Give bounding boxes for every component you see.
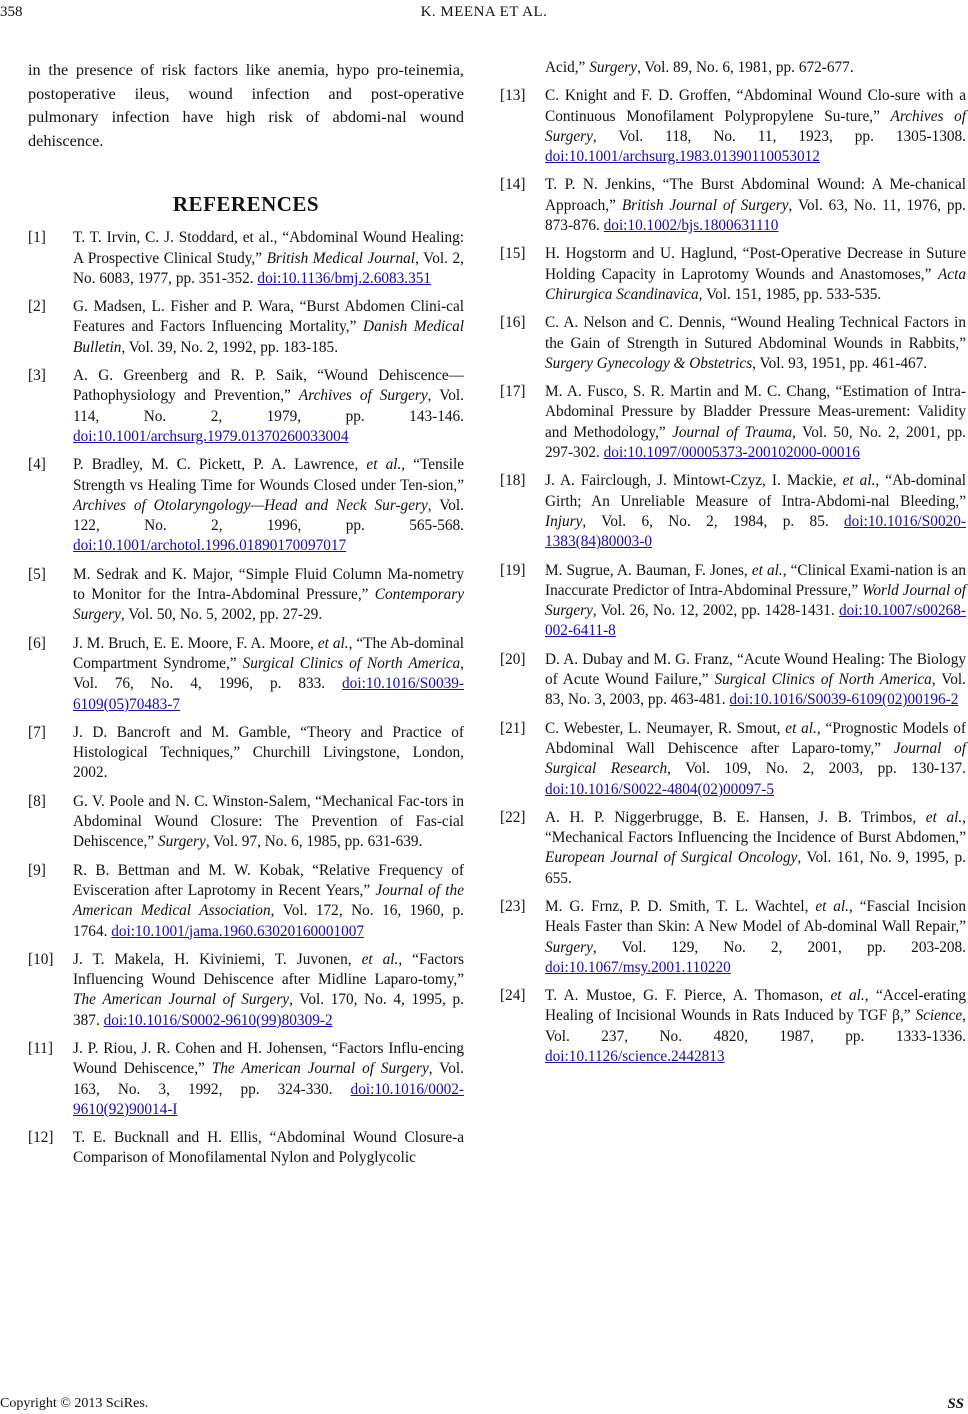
reference-list-left (28, 228, 464, 1168)
reference-item (500, 86, 966, 167)
journal-title: British Medical Journal (266, 249, 416, 267)
journal-title: Journal of the American Medical Association (73, 881, 464, 920)
left-column (28, 58, 464, 1177)
reference-text (73, 297, 464, 358)
reference-segment: , Vol. 109, No. 2, 2003, pp. 130-137. (667, 760, 966, 778)
reference-text (73, 455, 464, 556)
journal-title: et al. (785, 719, 817, 737)
reference-segment: J. M. Bruch, E. E. Moore, F. A. Moore, (73, 634, 318, 652)
reference-text (545, 58, 966, 78)
journal-title: et al. (815, 897, 849, 915)
reference-item (500, 175, 966, 236)
reference-segment: , Vol. 161, No. 9, 1995, p. 655. (545, 849, 966, 887)
reference-item (28, 723, 464, 784)
reference-number: [9] (28, 861, 46, 879)
reference-segment: , “Accel-erating Healing of Incisional Wounds in Rats Induced by TGF β,” (545, 987, 967, 1025)
reference-segment: J. A. Fairclough, J. Mintowt-Czyz, I. Mackie, (545, 472, 843, 490)
reference-segment: , Vol. 151, 1985, pp. 533-535. (698, 285, 882, 303)
journal-title: Contemporary Surgery (73, 586, 464, 624)
reference-text (545, 719, 966, 800)
reference-segment: A. G. Greenberg and R. P. Saik, “Wound Dehiscence—Pathophysiology and Prevention,” (73, 367, 464, 405)
reference-segment: , Vol. 50, No. 5, 2002, pp. 27-29. (120, 606, 323, 624)
reference-number: [18] (500, 472, 526, 490)
reference-number: [4] (28, 456, 46, 474)
journal-title: Surgery (589, 59, 638, 76)
running-header: K. MEENA ET AL. (420, 4, 548, 20)
reference-item (500, 58, 966, 78)
reference-number: [5] (28, 565, 46, 583)
reference-item (500, 244, 966, 305)
reference-number: [24] (500, 987, 526, 1005)
journal-title: British Journal of Surgery (621, 196, 789, 214)
reference-text (545, 382, 966, 463)
reference-segment: , Vol. 122, No. 2, 1996, pp. 565-568. (73, 496, 465, 535)
reference-segment: , Vol. 93, 1951, pp. 461-467. (752, 354, 928, 372)
reference-item (500, 897, 966, 978)
doi-link[interactable]: doi:10.1001/archotol.1996.01890170097017 (73, 537, 347, 555)
reference-text (73, 228, 464, 289)
reference-text (545, 471, 966, 552)
reference-item (28, 634, 464, 715)
doi-link[interactable]: doi:10.1007/s00268-002-6411-8 (545, 602, 966, 640)
journal-title: Surgery (545, 938, 593, 956)
references-heading: REFERENCES (172, 192, 320, 216)
reference-item (28, 228, 464, 289)
reference-segment: C. Webester, L. Neumayer, R. Smout, (545, 719, 786, 737)
reference-segment: J. P. Riou, J. R. Cohen and H. Johensen, “Factors Influ-encing Wound Dehiscence,” (73, 1039, 464, 1078)
intro-paragraph: in the presence of risk factors like anemia, hypo pro-teinemia, postoperative ileus, wound infection and post-operative pulmonary infection have high risk of abdomi-nal wound dehiscence. (28, 60, 464, 150)
reference-segment: G. V. Poole and N. C. Winston-Salem, “Mechanical Fac-tors in Abdominal Wound Closure: The Prevention of Fas-cial Dehiscence,” (73, 792, 464, 851)
journal-title: Surgery (157, 833, 206, 851)
reference-item (500, 313, 966, 374)
page-number: 358 (0, 4, 23, 20)
reference-segment: et al. (242, 229, 274, 247)
reference-segment: Acid,” (545, 59, 590, 76)
journal-title: World Journal of Surgery (545, 581, 966, 620)
reference-segment: , Vol. 237, No. 4820, 1987, pp. 1333-1336. (545, 1007, 966, 1045)
reference-segment: M. Sugrue, A. Bauman, F. Jones, (545, 561, 752, 579)
reference-segment: , Vol. 163, No. 3, 1992, pp. 324-330. (73, 1060, 464, 1098)
reference-segment: C. A. Nelson and C. Dennis, “Wound Healing Technical Factors in the Gain of Strength in Sutured Abdominal Wounds in Rabbits,” (545, 314, 966, 352)
reference-segment: M. A. Fusco, S. R. Martin and M. C. Chang, “Estimation of Intra-Abdominal Pressure by Bladder Pressure Meas-urement: Validity and Methodology,” (545, 383, 966, 441)
reference-text (73, 723, 464, 784)
reference-segment: , Vol. 63, No. 11, 1976, pp. 873-876. (545, 196, 966, 235)
doi-link[interactable]: doi:10.1136/bmj.2.6083.351 (257, 269, 432, 287)
reference-segment: , Vol. 76, No. 4, 1996, p. 833. (73, 654, 464, 693)
reference-segment: , Vol. 97, No. 6, 1985, pp. 631-639. (205, 833, 423, 851)
doi-link[interactable]: doi:10.1016/S0039-6109(02)00196-2 (729, 691, 959, 709)
reference-segment: , Vol. 39, No. 2, 1992, pp. 183-185. (121, 338, 339, 356)
doi-link[interactable]: doi:10.1097/00005373-200102000-00016 (603, 444, 860, 462)
reference-text (545, 986, 966, 1067)
reference-text (545, 86, 966, 167)
reference-item (500, 719, 966, 800)
right-column (500, 58, 966, 1075)
journal-title: Science (915, 1007, 963, 1025)
reference-segment: , “The Ab-dominal Compartment Syndrome,” (73, 634, 464, 672)
reference-text (73, 634, 464, 715)
reference-segment: , Vol. 129, No. 2, 2001, pp. 203-208. (592, 938, 966, 956)
journal-title: et al. (751, 561, 783, 579)
journal-title: et al. (361, 950, 399, 968)
reference-text (73, 861, 464, 942)
journal-title: Danish Medical Bulletin (73, 318, 464, 356)
journal-title: Surgery Gynecology & Obstetrics (545, 354, 753, 372)
reference-text (73, 950, 464, 1031)
reference-text (73, 1039, 464, 1120)
reference-list-right (500, 58, 966, 1067)
reference-segment: , Vol. 170, No. 4, 1995, p. 387. (73, 991, 464, 1029)
journal-title: Journal of Surgical Research (545, 739, 966, 778)
reference-number: [1] (28, 229, 46, 247)
reference-number: [8] (28, 792, 46, 810)
doi-link[interactable]: doi:10.1002/bjs.1800631110 (603, 217, 779, 235)
reference-number: [23] (500, 897, 526, 915)
reference-item (500, 561, 966, 642)
reference-segment: , “Abdominal Wound Healing: A Prospective Clinical Study,” (73, 229, 464, 267)
reference-segment: , “Prognostic Models of Abdominal Wall Dehiscence after Laparo-tomy,” (545, 719, 966, 757)
reference-segment: , “Factors Influencing Wound Dehiscence after Midline Laparo-tomy,” (73, 950, 464, 989)
doi-link[interactable]: doi:10.1001/archsurg.1979.01370260033004 (73, 427, 349, 445)
reference-segment: , Vol. 6, No. 2, 1984, p. 85. (582, 512, 845, 530)
reference-segment: T. P. N. Jenkins, “The Burst Abdominal Wound: A Me-chanical Approach,” (545, 176, 966, 214)
journal-title: et al. (830, 987, 865, 1005)
journal-title: et al. (842, 472, 876, 490)
reference-segment: M. Sedrak and K. Major, “Simple Fluid Column Ma-nometry to Monitor for the Intra-Abdominal Pressure,” (73, 565, 464, 604)
reference-number: [6] (28, 634, 46, 652)
reference-number: [10] (28, 950, 54, 968)
doi-link[interactable]: doi:10.1067/msy.2001.110220 (545, 958, 731, 976)
journal-title: European Journal of Surgical Oncology (545, 849, 798, 867)
reference-item (500, 471, 966, 552)
reference-number: [21] (500, 719, 526, 737)
copyright: Copyright © 2013 SciRes. (0, 1396, 149, 1411)
reference-item (500, 986, 966, 1067)
reference-number: [13] (500, 87, 526, 105)
reference-segment: H. Hogstorm and U. Haglund, “Post-Operative Decrease in Suture Holding Capacity in Laprotomy Wounds and Anastomoses,” (545, 245, 966, 283)
doi-link[interactable]: doi:10.1016/S0020-1383(84)80003-0 (545, 512, 966, 551)
journal-title: The American Journal of Surgery (73, 991, 290, 1009)
doi-link[interactable]: doi:10.1016/S0002-9610(99)80309-2 (103, 1011, 333, 1029)
reference-segment: , “Fascial Incision Heals Faster than Skin: A New Model of Ab-dominal Wall Repair,” (545, 897, 967, 936)
reference-text (545, 897, 966, 978)
reference-segment: , “Clinical Exami-nation is an Inaccurate Predictor of Intra-Abdominal Pressure,” (545, 561, 966, 599)
reference-item (28, 297, 464, 358)
journal-title: Injury (545, 512, 583, 530)
reference-item (28, 366, 464, 447)
reference-text (73, 1128, 464, 1169)
reference-segment: T. T. Irvin, C. J. Stoddard, (73, 229, 243, 247)
reference-text (73, 565, 464, 626)
reference-number: [14] (500, 176, 526, 194)
reference-segment: , “Mechanical Factors Influencing the Incidence of Burst Abdomen,” (545, 808, 966, 847)
reference-item (28, 792, 464, 853)
reference-segment: , Vol. 50, No. 2, 2001, pp. 297-302. (545, 423, 966, 462)
journal-title: Surgical Clinics of North America (714, 671, 932, 689)
doi-link[interactable]: doi:10.1016/S0039-6109(05)70483-7 (73, 675, 464, 713)
doi-link[interactable]: doi:10.1126/science.2442813 (545, 1048, 725, 1066)
reference-text (73, 366, 464, 447)
reference-segment: , Vol. 26, No. 12, 2002, pp. 1428-1431. (592, 602, 839, 620)
reference-number: [15] (500, 245, 526, 263)
reference-segment: , Vol. 172, No. 16, 1960, p. 1764. (73, 902, 464, 940)
reference-number: [22] (500, 808, 526, 826)
doi-link[interactable]: doi:10.1001/archsurg.1983.01390110053012 (545, 148, 820, 166)
reference-segment: , “Tensile Strength vs Healing Time for Wounds Closed under Ten-sion,” (73, 456, 464, 494)
reference-item (500, 650, 966, 711)
reference-number: [12] (28, 1129, 54, 1147)
reference-segment: C. Knight and F. D. Groffen, “Abdominal Wound Clo-sure with a Continuous Monofilament Polypropylene Su-ture,” (545, 87, 966, 125)
journal-title: Archives of Surgery (545, 107, 966, 145)
reference-segment: J. T. Makela, H. Kiviniemi, T. Juvonen, (73, 950, 362, 968)
journal-title: The American Journal of Surgery (211, 1060, 429, 1078)
reference-segment: P. Bradley, M. C. Pickett, P. A. Lawrence, (73, 456, 367, 474)
reference-text (73, 792, 464, 853)
journal-title: Journal of Trauma (672, 423, 793, 441)
reference-segment: J. D. Bancroft and M. Gamble, “Theory and Practice of Histological Techniques,” Churchill Livingstone, London, 2002. (73, 723, 464, 782)
reference-segment: D. A. Dubay and M. G. Franz, “Acute Wound Healing: The Biology of Acute Wound Failure,” (545, 650, 966, 689)
reference-number: [2] (28, 298, 46, 316)
doi-link[interactable]: doi:10.1016/0002-9610(92)90014-I (73, 1080, 464, 1118)
reference-item (28, 565, 464, 626)
reference-segment: , “Ab-dominal Girth; An Unreliable Measure of Intra-Abdomi-nal Bleeding,” (545, 472, 966, 510)
reference-text (545, 808, 966, 889)
reference-segment: M. G. Frnz, P. D. Smith, T. L. Wachtel, (545, 897, 816, 915)
journal-title: et al. (366, 456, 402, 474)
reference-text (545, 561, 966, 642)
journal-title: et al. (317, 634, 349, 652)
reference-item (500, 382, 966, 463)
reference-number: [11] (28, 1039, 53, 1057)
reference-segment: , Vol. 83, No. 3, 2003, pp. 463-481. (545, 671, 966, 709)
reference-number: [20] (500, 650, 526, 668)
doi-link[interactable]: doi:10.1001/jama.1960.63020160001007 (111, 922, 365, 940)
reference-number: [16] (500, 314, 526, 332)
reference-text (545, 650, 966, 711)
reference-text (545, 313, 966, 374)
reference-segment: R. B. Bettman and M. W. Kobak, “Relative Frequency of Evisceration after Laprotomy in Recent Years,” (73, 861, 464, 899)
reference-segment: T. A. Mustoe, G. F. Pierce, A. Thomason, (545, 987, 831, 1005)
reference-segment: , Vol. 114, No. 2, 1979, pp. 143-146. (73, 387, 464, 425)
journal-abbrev: SS (947, 1396, 964, 1412)
reference-text (545, 175, 966, 236)
reference-item (500, 808, 966, 889)
reference-number: [17] (500, 383, 526, 401)
reference-number (500, 58, 545, 78)
reference-number: [19] (500, 561, 526, 579)
reference-segment: , Vol. 2, No. 6083, 1977, pp. 351-352. (73, 249, 465, 287)
journal-title: et al. (925, 808, 963, 826)
reference-segment: , Vol. 118, No. 11, 1923, pp. 1305-1308. (592, 127, 966, 145)
reference-item (28, 455, 464, 556)
reference-segment: G. Madsen, L. Fisher and P. Wara, “Burst Abdomen Clini-cal Features and Factors Influencing Mortality,” (73, 298, 464, 336)
reference-text (545, 244, 966, 305)
reference-segment: T. E. Bucknall and H. Ellis, “Abdominal Wound Closure-a Comparison of Monofilamental Nylon and Polyglycolic (73, 1129, 464, 1167)
journal-title: Archives of Surgery (298, 387, 428, 405)
doi-link[interactable]: doi:10.1016/S0022-4804(02)00097-5 (545, 780, 775, 798)
journal-title: Acta Chirurgica Scandinavica (545, 265, 966, 303)
reference-item (28, 1128, 464, 1169)
reference-item (28, 950, 464, 1031)
reference-segment: A. H. P. Niggerbrugge, B. E. Hansen, J. B. Trimbos, (545, 808, 926, 826)
reference-segment: , Vol. 89, No. 6, 1981, pp. 672-677. (637, 59, 854, 76)
journal-title: Archives of Otolaryngology—Head and Neck Sur-gery (73, 496, 428, 514)
journal-title: Surgical Clinics of North America (242, 654, 461, 672)
reference-item (28, 1039, 464, 1120)
reference-item (28, 861, 464, 942)
reference-number: [3] (28, 367, 46, 385)
reference-number: [7] (28, 723, 46, 741)
